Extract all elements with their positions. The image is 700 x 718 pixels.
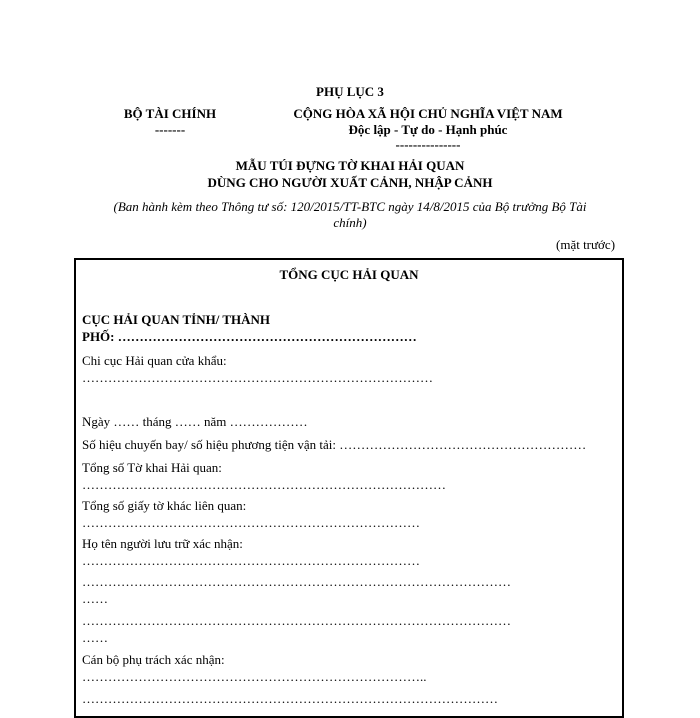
form-heading: TỔNG CỤC HẢI QUAN: [279, 267, 419, 282]
issuance-note-line1: (Ban hành kèm theo Thông tư số: 120/2015/TT-BTC ngày 14/8/2015 của Bộ trưởng Bộ Tài: [113, 199, 587, 214]
document-title-line1: MẪU TÚI ĐỰNG TỜ KHAI HẢI QUAN: [235, 158, 465, 173]
keeper-name-label: Họ tên người lưu trữ xác nhận:: [82, 536, 243, 551]
department-field: PHỐ: ……………………………………………………………: [82, 329, 417, 344]
officer-line-2: ……………………………………………………………………………………: [82, 691, 498, 706]
appendix-label: PHỤ LỤC 3: [316, 84, 384, 99]
keeper-line-3-cont: ……: [82, 630, 108, 645]
issuance-note-line2: chính): [333, 215, 367, 230]
ministry-divider: -------: [154, 122, 186, 137]
ministry-name: BỘ TÀI CHÍNH: [123, 106, 217, 121]
document-title-line2: DÙNG CHO NGƯỜI XUẤT CẢNH, NHẬP CẢNH: [207, 175, 493, 190]
total-declarations-field: …………………………………………………………………………: [82, 477, 446, 492]
country-name: CỘNG HÒA XÃ HỘI CHỦ NGHĨA VIỆT NAM: [293, 106, 563, 121]
keeper-line-3: ………………………………………………………………………………………: [82, 613, 511, 628]
keeper-line-2-cont: ……: [82, 591, 108, 606]
department-label: CỤC HẢI QUAN TỈNH/ THÀNH: [82, 312, 271, 327]
flight-number-field: Số hiệu chuyến bay/ số hiệu phương tiện vận tải: …………………………………………………: [82, 437, 587, 452]
envelope-form: [74, 258, 624, 718]
date-field: Ngày …… tháng …… năm ………………: [82, 414, 308, 429]
branch-field: ………………………………………………………………………: [82, 370, 433, 385]
motto-divider: ---------------: [395, 137, 461, 152]
keeper-name-field: ……………………………………………………………………: [82, 553, 420, 568]
total-declarations-label: Tổng số Tờ khai Hải quan:: [82, 460, 222, 475]
keeper-line-2: ………………………………………………………………………………………: [82, 574, 511, 589]
branch-label: Chi cục Hải quan cửa khẩu:: [82, 353, 227, 368]
officer-label: Cán bộ phụ trách xác nhận:: [82, 652, 225, 667]
national-motto: Độc lập - Tự do - Hạnh phúc: [348, 122, 508, 137]
total-documents-field: ……………………………………………………………………: [82, 515, 420, 530]
officer-field: ……………………………………………………………………..: [82, 669, 427, 684]
side-label: (mặt trước): [556, 237, 616, 252]
total-documents-label: Tổng số giấy tờ khác liên quan:: [82, 498, 247, 513]
